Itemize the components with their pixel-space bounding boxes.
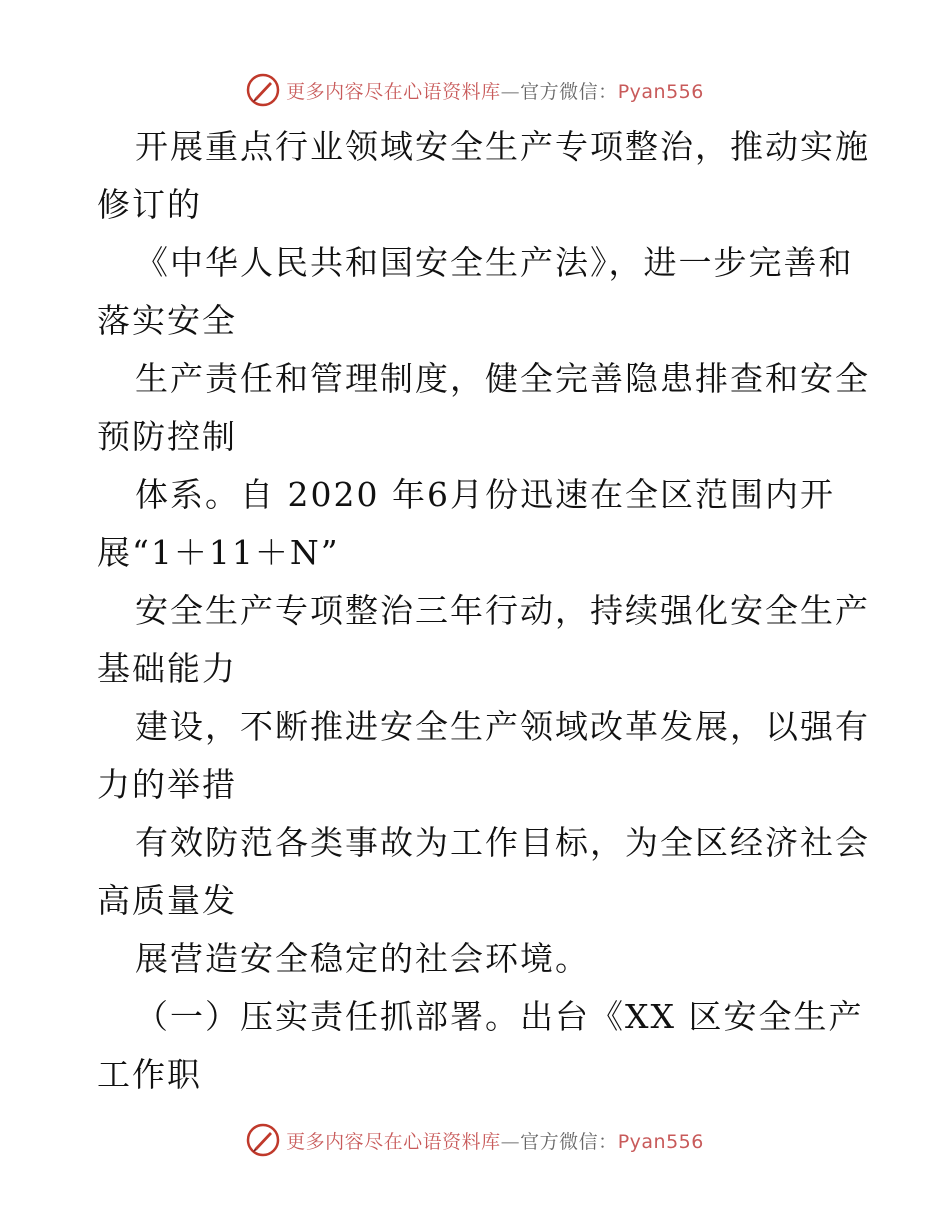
body-text xyxy=(97,118,870,1104)
footer-watermark xyxy=(0,1120,950,1160)
text-line: 基础能力 xyxy=(97,649,237,688)
watermark-main: 更多内容尽在心语资料库 xyxy=(286,80,501,103)
text-line: 高质量发 xyxy=(97,881,237,920)
watermark-main: 更多内容尽在心语资料库 xyxy=(286,1130,501,1153)
text-line: 落实安全 xyxy=(97,301,237,340)
text-line: （一）压实责任抓部署。出台《XX 区安全生产 xyxy=(135,997,864,1036)
text-line: 《中华人民共和国安全生产法》，进一步完善和 xyxy=(135,243,854,282)
text-line: 修订的 xyxy=(97,185,202,224)
text-line: 体系。自 2020 年6月份迅速在全区范围内开 xyxy=(135,475,835,514)
watermark-text xyxy=(286,77,704,104)
text-line: 展“1＋11＋N” xyxy=(97,533,340,572)
watermark-id: Pyan556 xyxy=(617,80,704,103)
feather-pen-logo-icon xyxy=(246,1123,280,1157)
text-line: 展营造安全稳定的社会环境。 xyxy=(135,939,590,978)
watermark-text xyxy=(286,1127,704,1154)
text-line: 安全生产专项整治三年行动，持续强化安全生产 xyxy=(135,591,870,630)
watermark-dash: — xyxy=(500,1130,521,1153)
text-line: 生产责任和管理制度，健全完善隐患排查和安全 xyxy=(135,359,870,398)
watermark-id: Pyan556 xyxy=(617,1130,704,1153)
feather-pen-logo-icon xyxy=(246,73,280,107)
text-line: 开展重点行业领域安全生产专项整治，推动实施 xyxy=(135,127,870,166)
text-line: 力的举措 xyxy=(97,765,237,804)
header-watermark xyxy=(0,70,950,110)
text-line: 有效防范各类事故为工作目标，为全区经济社会 xyxy=(135,823,870,862)
watermark-dash: — xyxy=(500,80,521,103)
text-line: 工作职 xyxy=(97,1055,202,1094)
text-line: 预防控制 xyxy=(97,417,237,456)
text-line: 建设，不断推进安全生产领域改革发展，以强有 xyxy=(135,707,870,746)
watermark-side: 官方微信： xyxy=(520,1130,618,1153)
watermark-side: 官方微信： xyxy=(520,80,618,103)
